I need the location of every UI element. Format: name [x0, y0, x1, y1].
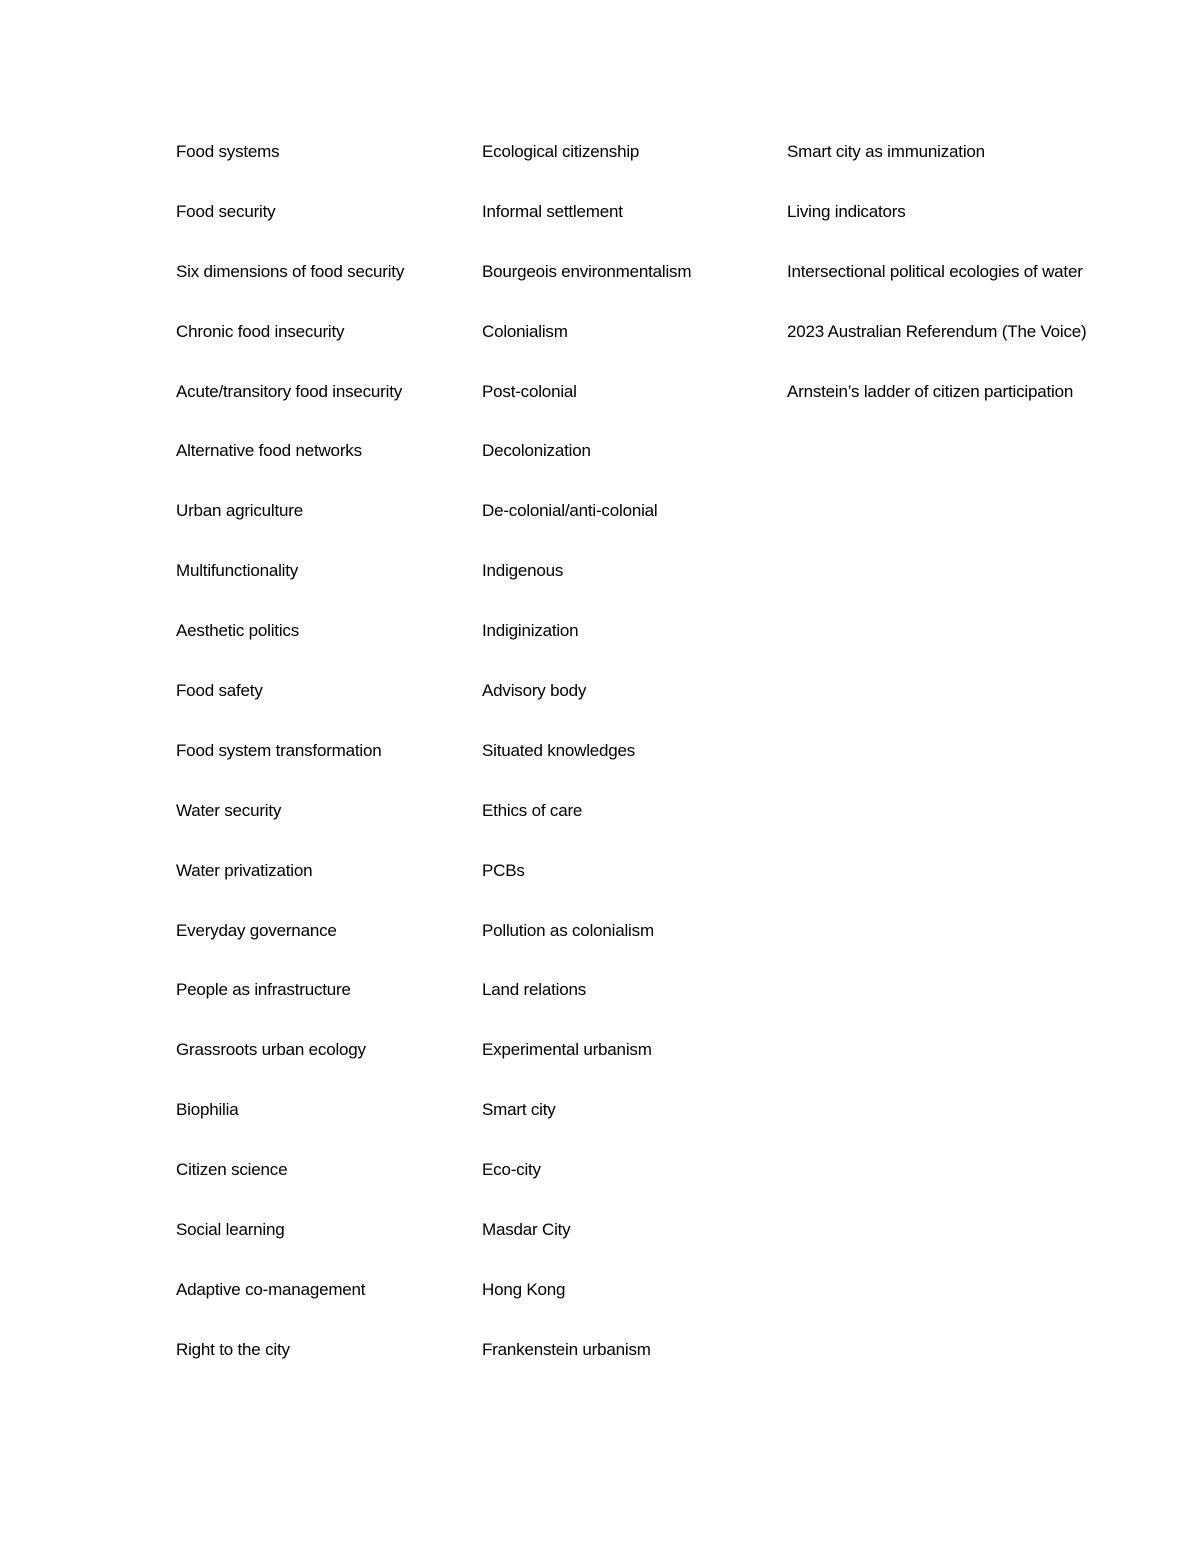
term: Arnstein’s ladder of citizen participation — [787, 381, 1074, 401]
term: Grassroots urban ecology — [176, 1040, 366, 1060]
term: Eco-city — [482, 1160, 541, 1180]
term: Multifunctionality — [176, 561, 299, 581]
term: Pollution as colonialism — [482, 920, 654, 940]
term: Smart city — [482, 1100, 556, 1120]
term: Urban agriculture — [176, 501, 303, 521]
term: De-colonial/anti-colonial — [482, 501, 658, 521]
term: Indiginization — [482, 621, 579, 641]
term: Informal settlement — [482, 201, 623, 221]
term: People as infrastructure — [176, 980, 351, 1000]
term: Living indicators — [787, 201, 906, 221]
term: Adaptive co-management — [176, 1279, 366, 1299]
term: Biophilia — [176, 1100, 239, 1120]
term: Everyday governance — [176, 920, 337, 940]
terms-column-2 — [482, 140, 782, 1398]
term: Food security — [176, 201, 276, 221]
term: Citizen science — [176, 1160, 288, 1180]
term: Social learning — [176, 1220, 285, 1240]
term: Experimental urbanism — [482, 1040, 652, 1060]
term: Bourgeois environmentalism — [482, 261, 692, 281]
term: Advisory body — [482, 681, 587, 701]
term: Ethics of care — [482, 800, 583, 820]
term: PCBs — [482, 860, 525, 880]
terms-column-1 — [176, 140, 476, 1398]
term: Food system transformation — [176, 740, 382, 760]
term: Intersectional political ecologies of water — [787, 261, 1083, 281]
term: 2023 Australian Referendum (The Voice) — [787, 321, 1087, 341]
term: Masdar City — [482, 1220, 571, 1240]
term: Aesthetic politics — [176, 621, 300, 641]
term: Chronic food insecurity — [176, 321, 345, 341]
term: Food safety — [176, 681, 263, 701]
term: Land relations — [482, 980, 586, 1000]
term: Ecological citizenship — [482, 142, 640, 161]
terms-column-3 — [787, 140, 1187, 439]
term: Food systems — [176, 142, 280, 161]
term: Water security — [176, 800, 282, 820]
term: Hong Kong — [482, 1279, 566, 1299]
term: Water privatization — [176, 860, 313, 880]
term: Alternative food networks — [176, 441, 362, 461]
term: Frankenstein urbanism — [482, 1339, 651, 1359]
term: Six dimensions of food security — [176, 261, 405, 281]
term: Post-colonial — [482, 381, 577, 401]
term: Acute/transitory food insecurity — [176, 381, 403, 401]
term: Right to the city — [176, 1339, 290, 1359]
term: Decolonization — [482, 441, 591, 461]
term: Smart city as immunization — [787, 142, 985, 161]
term: Colonialism — [482, 321, 568, 341]
term: Situated knowledges — [482, 740, 636, 760]
term: Indigenous — [482, 561, 564, 581]
